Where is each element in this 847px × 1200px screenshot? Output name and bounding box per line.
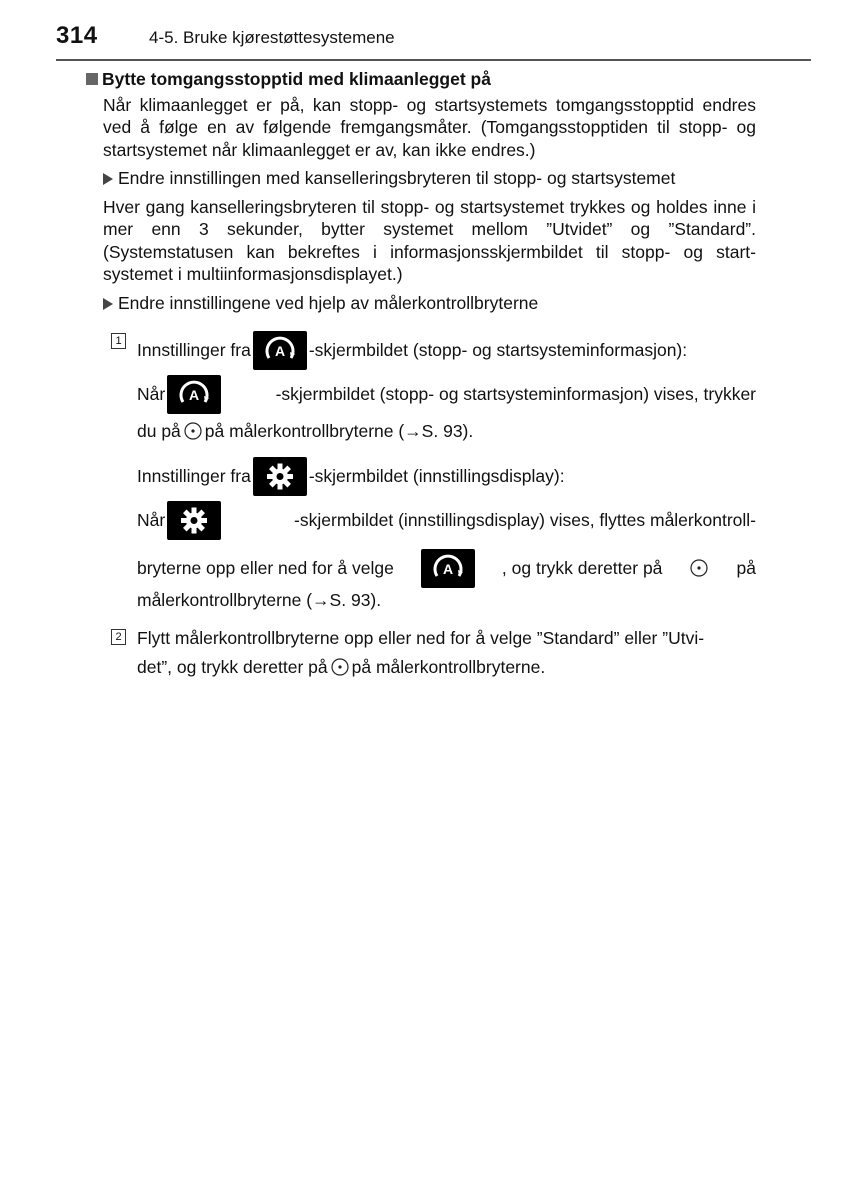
step-2 bbox=[115, 626, 756, 682]
triangle-bullet-icon bbox=[103, 173, 113, 185]
page-header bbox=[56, 22, 811, 58]
step1-line-4: Innstillinger fra -skjermbildet (innstillingsdisplay): bbox=[137, 456, 756, 496]
stop-start-a-icon bbox=[253, 331, 307, 370]
bullet-cancel-switch: Endre innstillingen med kanselleringsbryteren til stopp- og startsystemet bbox=[103, 167, 756, 190]
triangle-bullet-icon bbox=[103, 298, 113, 310]
step-1 bbox=[115, 330, 756, 612]
step1-line-2: Når A -skjermbildet (stopp- og startsysteminformasjon) vises, trykker bbox=[137, 374, 756, 414]
bullet-meter-switches: Endre innstillingene ved hjelp av målerkontrollbryterne bbox=[103, 292, 756, 315]
main-content bbox=[86, 68, 756, 682]
section-title: Bytte tomgangsstopptid med klimaanlegget på bbox=[86, 68, 756, 91]
header-divider bbox=[56, 59, 811, 61]
ok-button-icon bbox=[184, 422, 202, 440]
cancel-switch-paragraph: Hver gang kanselleringsbryteren til stopp- og startsystemet trykkes og holdes inne i mer enn 3 sekunder, bytter systemet mellom ”Utvidet” og ”Standard”. (Systemstatusen kan bekreftes i informasjonsskjermbildet til stopp- og start-systemet i multiinformasjonsdisplayet.) bbox=[103, 196, 756, 284]
chapter-title: 4-5. Bruke kjørestøttesystemene bbox=[149, 28, 395, 47]
step1-line-5: Når -skjermbildet (innstillingsdisplay) vises, flyttes målerkontroll- bbox=[137, 500, 756, 540]
gear-icon bbox=[167, 501, 221, 540]
stop-start-a-icon bbox=[167, 375, 221, 414]
step1-line-7: målerkontrollbryterne (→S. 93). bbox=[137, 589, 382, 610]
ok-button-icon bbox=[331, 658, 349, 676]
page-number: 314 bbox=[56, 22, 98, 49]
svg-text:A: A bbox=[274, 342, 285, 359]
section-square-icon bbox=[86, 73, 98, 85]
step2-line-1: Flytt målerkontrollbryterne opp eller ned for å velge ”Standard” eller ”Utvi- bbox=[137, 627, 705, 648]
step1-line-3: du på på målerkontrollbryterne (→S. 93). bbox=[137, 420, 474, 441]
svg-text:A: A bbox=[189, 386, 200, 403]
step-number-1: 1 bbox=[111, 333, 126, 349]
gear-icon bbox=[253, 457, 307, 496]
intro-paragraph: Når klimaanlegget er på, kan stopp- og startsystemets tomgangsstopptid endres ved å følge en av følgende fremgangsmåter. (Tomgangsstopptiden til stopp- og startsystemet når klimaanlegget er av, kan ikke endres.) bbox=[103, 94, 756, 160]
svg-text:A: A bbox=[442, 560, 453, 577]
step-number-2: 2 bbox=[111, 629, 126, 645]
ok-button-icon bbox=[690, 559, 708, 577]
step1-line-1: Innstillinger fra A -skjermbildet (stopp- og startsysteminformasjon): bbox=[137, 330, 756, 370]
stop-start-a-icon bbox=[421, 549, 475, 588]
step1-line-6: bryterne opp eller ned for å velge A , og trykk deretter på på bbox=[137, 548, 756, 588]
step2-line-2: det”, og trykk deretter på på målerkontrollbryterne. bbox=[137, 656, 546, 677]
